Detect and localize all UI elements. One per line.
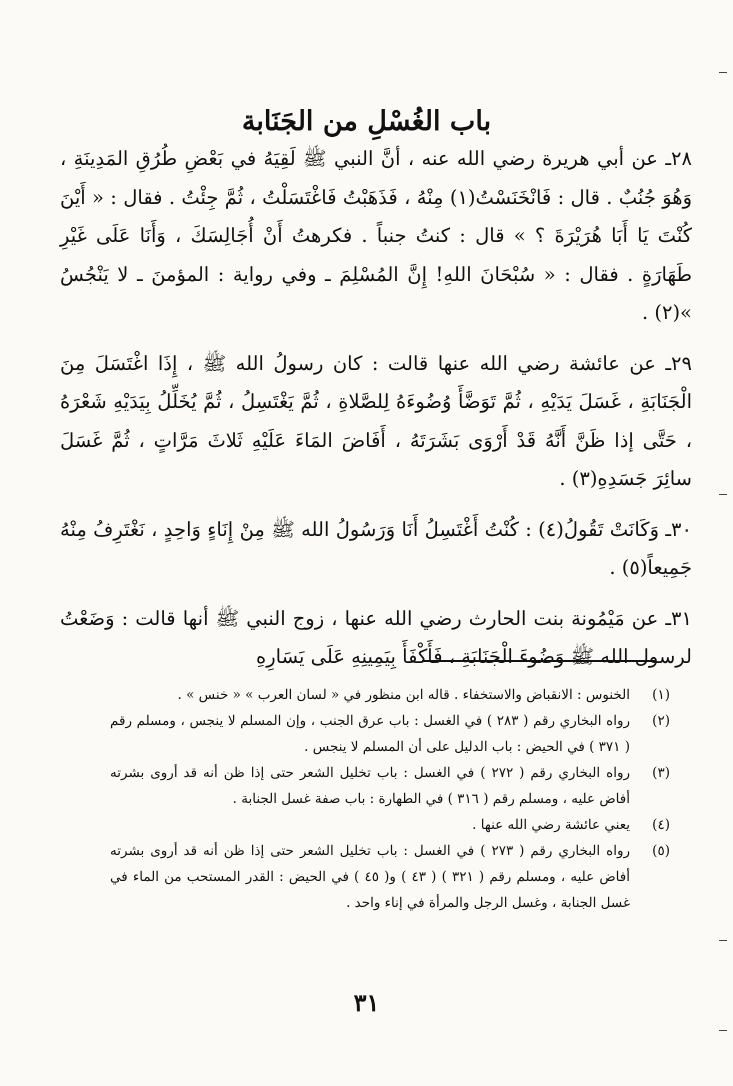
hadith-number: ٣٠ـ [665, 517, 692, 541]
footnote-separator [422, 660, 656, 662]
hadith-30 [60, 511, 692, 588]
footnote-text: الخنوس : الانقباض والاستخفاء . قاله ابن منظور في « لسان العرب » « خنس » . [177, 687, 630, 703]
hadith-31 [60, 600, 692, 677]
hadith-text: عن عائشة رضي الله عنها قالت : كان رسولُ الله ﷺ ، إِذَا اغْتَسَلَ مِنَ الْجَنَابَةِ ، غَسَلَ يَدَيْهِ ، ثُمَّ تَوَضَّأَ وُضُوءَهُ لِلصَّلاةِ ، ثُمَّ يَغْتَسِلُ ، ثُمَّ يُخَلِّلُ بِيَدَيْهِ شَعْرَهُ ، حَتَّى إذا ظَنَّ أَنَّهُ قَدْ أَرْوَى بَشَرَتَهُ ، أَفَاضَ المَاءَ عَلَيْهِ ثَلاثَ مَرَّاتٍ ، ثُمَّ غَسَلَ سائِرَ جَسَدِهِ(٣) . [60, 351, 692, 490]
footnote-text: رواه البخاري رقم ( ٢٧٣ ) في الغسل : باب تخليل الشعر حتى إذا ظن أنه قد أروى بشرته أفاض عليه ، ومسلم رقم ( ٣٢١ ) ( ٤٣ ) و( ٤٥ ) في الحيض : القدر المستحب من الماء في غسل الجنابة ، وغسل الرجل والمرأة في إناء واحد . [110, 843, 630, 911]
footnote-number: (٢) [652, 713, 670, 729]
edge-mark [719, 494, 727, 495]
chapter-title: باب الغُسْلِ من الجَنَابة [241, 106, 492, 138]
main-text [60, 140, 692, 689]
edge-mark [719, 1030, 727, 1031]
footnotes [110, 682, 670, 916]
footnote-4 [110, 812, 670, 838]
hadith-text: وَكَانَتْ تَقُولُ(٤) : كُنْتُ أَغْتَسِلُ أَنَا وَرَسُولُ الله ﷺ مِنْ إِنَاءٍ وَاحِدٍ ، نَغْتَرِفُ مِنْهُ جَمِيعاً(٥) . [60, 517, 692, 579]
footnote-text: رواه البخاري رقم ( ٢٧٢ ) في الغسل : باب تخليل الشعر حتى إذا ظن أنه قد أروى بشرته أفاض عليه ، ومسلم رقم ( ٣١٦ ) في الطهارة : باب صفة غسل الجنابة . [110, 765, 630, 807]
hadith-28 [60, 140, 692, 333]
hadith-number: ٣١ـ [665, 606, 692, 630]
footnote-number: (١) [652, 687, 670, 703]
hadith-29 [60, 345, 692, 499]
footnote-3 [110, 760, 670, 812]
footnote-number: (٣) [652, 765, 670, 781]
edge-mark [719, 940, 727, 941]
hadith-number: ٢٨ـ [665, 147, 692, 170]
hadith-number: ٢٩ـ [665, 351, 692, 375]
footnote-number: (٥) [652, 843, 670, 859]
hadith-text: عن أبي هريرة رضي الله عنه ، أنَّ النبي ﷺ لَقِيَهُ في بَعْضِ طُرُقِ المَدِينَةِ ، وَهُوَ جُنُبٌ . قال : فَانْخَنَسْتُ(١) مِنْهُ ، فَذَهَبْتُ فَاغْتَسَلْتُ ، ثُمَّ جِئْتُ . فقال : « أَيْنَ كُنْتَ يَا أَبَا هُرَيْرَةَ ؟ » قال : كنتُ جنباً . فكرهتُ أَنْ أُجَالِسَكَ ، وَأَنَا عَلَى غَيْرِ طَهَارَةٍ . فقال : « سُبْحَانَ اللهِ! إِنَّ المُسْلِمَ ـ وفي رواية : المؤمنَ ـ لا يَنْجُسُ »(٢) . [60, 147, 692, 324]
footnote-text: يعني عائشة رضي الله عنها . [472, 817, 630, 833]
footnote-2 [110, 708, 670, 760]
footnote-number: (٤) [652, 817, 670, 833]
edge-mark [719, 72, 727, 73]
footnote-text: رواه البخاري رقم ( ٢٨٣ ) في الغسل : باب عرق الجنب ، وإن المسلم لا ينجس ، ومسلم رقم ( ٣٧١ ) في الحيض : باب الدليل على أن المسلم لا ينجس . [110, 713, 630, 755]
page-number: ٣١ [353, 988, 380, 1017]
footnote-5 [110, 838, 670, 916]
hadith-text: عن مَيْمُونة بنت الحارث رضي الله عنها ، زوج النبي ﷺ أنها قالت : وَضَعْتُ لرسول الله ﷺ وَضُوءَ الْجَنَابَةِ ، فَأَكْفَأَ بِيَمِينِهِ عَلَى يَسَارِهِ [60, 606, 692, 668]
footnote-1 [110, 682, 670, 708]
